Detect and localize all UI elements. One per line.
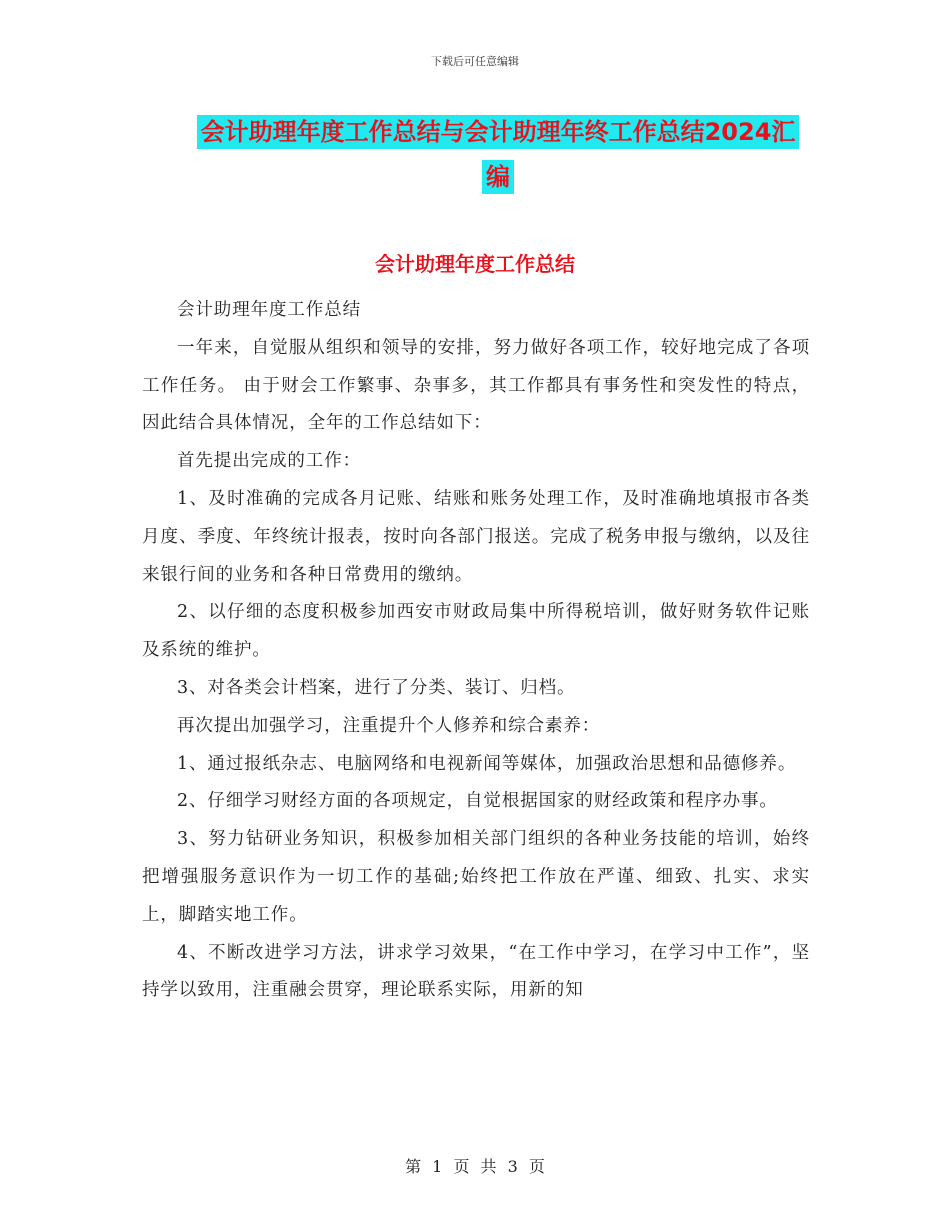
- header-note: 下载后可任意编辑: [431, 55, 519, 68]
- paragraph: 1、及时准确的完成各月记账、结账和账务处理工作，及时准确地填报市各类月度、季度、年终统计报表，按时向各部门报送。完成了税务申报与缴纳，以及往来银行间的业务和各种日常费用的缴纳。: [142, 488, 810, 585]
- paragraph: 会计助理年度工作总结: [177, 300, 361, 320]
- paragraph: 一年来，自觉服从组织和领导的安排，努力做好各项工作，较好地完成了各项工作任务。 由于财会工作繁事、杂事多，其工作都具有事务性和突发性的特点，因此结合具体情况，全年的工作总结如下：: [142, 337, 810, 434]
- paragraph: 再次提出加强学习，注重提升个人修养和综合素养：: [177, 715, 601, 736]
- page-footer: 第 1 页 共 3 页: [405, 1157, 545, 1176]
- paragraph: 4、不断改进学习方法，讲求学习效果，“在工作中学习，在学习中工作”，坚持学以致用，注重融会贯穿，理论联系实际，用新的知: [142, 942, 810, 1001]
- paragraph: 3、对各类会计档案，进行了分类、装订、归档。: [177, 677, 576, 698]
- document-title-text: 会计助理年度工作总结与会计助理年终工作总结2024汇编: [197, 115, 800, 194]
- section-title: 会计助理年度工作总结: [375, 252, 575, 276]
- document-title: [188, 110, 808, 200]
- paragraph: 3、努力钻研业务知识，积极参加相关部门组织的各种业务技能的培训，始终把增强服务意识作为一切工作的基础;始终把工作放在严谨、细致、扎实、求实上，脚踏实地工作。: [142, 829, 810, 925]
- paragraph: 首先提出完成的工作：: [177, 451, 361, 472]
- paragraph: 2、以仔细的态度积极参加西安市财政局集中所得税培训，做好财务软件记账及系统的维护。: [142, 602, 810, 661]
- paragraph: 1、通过报纸杂志、电脑网络和电视新闻等媒体，加强政治思想和品德修养。: [177, 753, 797, 774]
- paragraph: 2、仔细学习财经方面的各项规定，自觉根据国家的财经政策和程序办事。: [177, 791, 778, 812]
- document-body: [142, 292, 810, 1010]
